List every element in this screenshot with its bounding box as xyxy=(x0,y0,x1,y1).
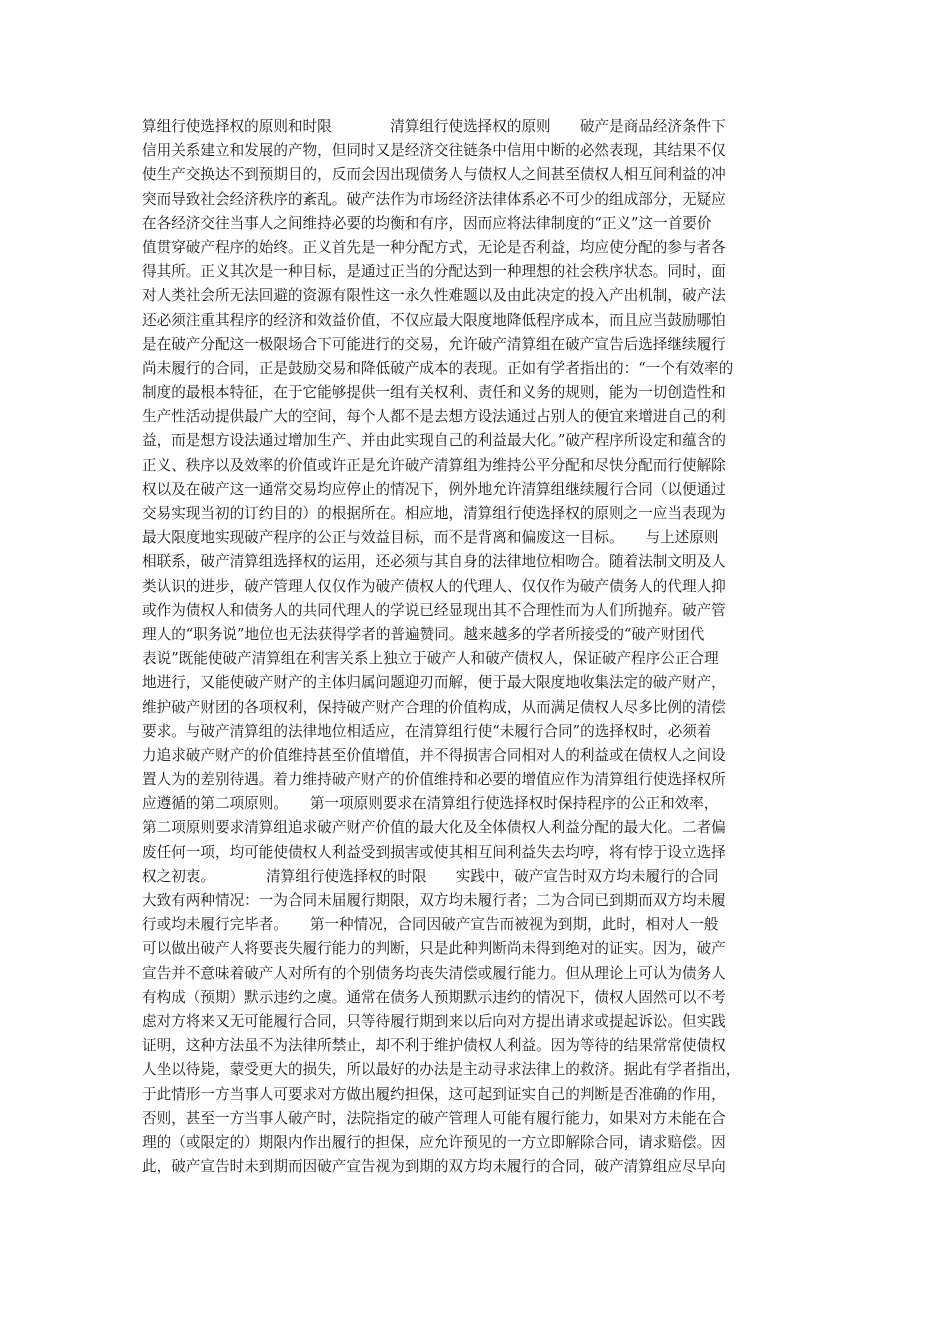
text-line: 置人为的差别待遇。着力维持破产财产的价值维持和必要的增值应作为清算组行使选择权所 xyxy=(142,771,726,789)
text-line: 行或均未履行完毕者。 第一种情况，合同因破产宣告而被视为到期，此时，相对人一般 xyxy=(142,916,719,934)
text-line: 是在破产分配这一极限场合下可能进行的交易，允许破产清算组在破产宣告后选择继续履行 xyxy=(142,335,726,353)
text-line: 使生产交换达不到预期目的，反而会因出现债务人与债权人之间甚至债权人相互间利益的冲 xyxy=(142,166,726,184)
text-line: 益，而是想方设法通过增加生产、并由此实现自己的利益最大化。”破产程序所设定和蕴含的 xyxy=(142,432,726,450)
text-line: 算组行使选择权的原则和时限 清算组行使选择权的原则 破产是商品经济条件下 xyxy=(142,118,726,135)
text-line: 类认识的进步，破产管理人仅仅作为破产债权人的代理人、仅仅作为破产债务人的代理人抑 xyxy=(142,577,726,595)
text-line: 第二项原则要求清算组追求破产财产价值的最大化及全体债权人利益分配的最大化。二者偏 xyxy=(142,819,726,837)
text-line: 在各经济交往当事人之间维持必要的均衡和有序，因而应将法律制度的“正义”这一首要价 xyxy=(142,214,712,232)
text-line: 权之初衷。 清算组行使选择权的时限 实践中，破产宣告时双方均未履行的合同 xyxy=(142,867,719,885)
text-line: 相联系，破产清算组选择权的运用，还必须与其自身的法律地位相吻合。随着法制文明及人 xyxy=(142,553,726,571)
text-line: 最大限度地实现破产程序的公正与效益目标，而不是背离和偏废这一目标。 与上述原则 xyxy=(142,529,719,547)
text-line: 交易实现当初的订约目的）的根据所在。相应地，清算组行使选择权的原则之一应当表现为 xyxy=(142,505,726,522)
text-line: 表说”既能使破产清算组在利害关系上独立于破产人和破产债权人，保证破产程序公正合理 xyxy=(142,650,719,668)
text-line: 否则，甚至一方当事人破产时，法院指定的破产管理人可能有履行能力，如果对方未能在合 xyxy=(142,1109,726,1127)
text-line: 还必须注重其程序的经济和效益价值，不仅应最大限度地降低程序成本，而且应当鼓励哪怕 xyxy=(142,311,726,329)
text-line: 地进行，又能使破产财产的主体归属问题迎刃而解，便于最大限度地收集法定的破产财产， xyxy=(142,674,726,692)
text-line: 正义、秩序以及效率的价值或许正是允许破产清算组为维持公平分配和尽快分配而行使解除 xyxy=(142,456,726,474)
text-line: 废任何一项，均可能使债权人利益受到损害或使其相互间利益失去均哼，将有悖于设立选择 xyxy=(142,843,726,861)
text-line: 权以及在破产这一通常交易均应停止的情况下，例外地允许清算组继续履行合同（以便通过 xyxy=(142,480,726,498)
text-line: 对人类社会所无法回避的资源有限性这一永久性难题以及由此决定的投入产出机制，破产法 xyxy=(142,287,726,305)
text-line: 宣告并不意味着破产人对所有的个别债务均丧失清偿或履行能力。但从理论上可认为债务人 xyxy=(142,964,726,982)
text-line: 生产性活动提供最广大的空间，每个人都不是去想方设法通过占别人的便宜来增进自己的利 xyxy=(142,408,726,426)
text-line: 突而导致社会经济秩序的紊乱。破产法作为市场经济法律体系必不可少的组成部分，无疑应 xyxy=(142,190,726,208)
text-line: 维护破产财团的各项权利，保持破产财产合理的价值构成，从而满足债权人尽多比例的清偿 xyxy=(142,698,726,716)
text-line: 理的（或限定的）期限内作出履行的担保，应允许预见的一方立即解除合同，请求赔偿。因 xyxy=(142,1133,726,1151)
text-line: 大致有两种情况：一为合同未届履行期限，双方均未履行者；二为合同已到期而双方均未履 xyxy=(142,892,726,909)
text-line: 于此情形一方当事人可要求对方做出履约担保，这可起到证实自己的判断是否准确的作用， xyxy=(142,1085,726,1103)
text-line: 力追求破产财产的价值维持甚至价值增值，并不得损害合同相对人的利益或在债权人之间设 xyxy=(142,746,726,764)
text-line: 应遵循的第二项原则。 第一项原则要求在清算组行使选择权时保持程序的公正和效率， xyxy=(142,795,719,813)
text-line: 制度的最根本特征，在于它能够提供一组有关权利、责任和义务的规则，能为一切创造性和 xyxy=(142,384,726,402)
text-line: 证明，这种方法虽不为法律所禁止，却不利于维护债权人利益。因为等待的结果常常使债权 xyxy=(142,1037,726,1055)
text-line: 虑对方将来又无可能履行合同，只等待履行期到来以后向对方提出请求或提起诉讼。但实践 xyxy=(142,1012,726,1030)
text-line: 理人的“职务说”地位也无法获得学者的普遍赞同。越来越多的学者所接受的“破产财团代 xyxy=(142,625,705,643)
text-line: 可以做出破产人将要丧失履行能力的判断，只是此种判断尚未得到绝对的证实。因为，破产 xyxy=(142,940,726,958)
text-line: 值贯穿破产程序的始终。正义首先是一种分配方式，无论是否利益，均应使分配的参与者各 xyxy=(142,238,726,256)
text-line: 得其所。正义其次是一种目标，是通过正当的分配达到一种理想的社会秩序状态。同时，面 xyxy=(142,263,726,281)
text-line: 信用关系建立和发展的产物，但同时又是经济交往链条中信用中断的必然表现，其结果不仅 xyxy=(142,142,726,160)
document-body-text xyxy=(142,115,827,1179)
text-line: 人坐以待毙，蒙受更大的损失，所以最好的办法是主动寻求法律上的救济。据此有学者指出， xyxy=(142,1061,741,1079)
text-line: 此，破产宣告时未到期而因破产宣告视为到期的双方均未履行的合同，破产清算组应尽早向 xyxy=(142,1158,726,1176)
text-line: 要求。与破产清算组的法律地位相适应，在清算组行使“未履行合同”的选择权时，必须着 xyxy=(142,722,712,740)
text-line: 尚未履行的合同，正是鼓励交易和降低破产成本的表现。正如有学者指出的：“一个有效率的 xyxy=(142,359,734,377)
text-line: 或作为债权人和债务人的共同代理人的学说已经显现出其不合理性而为人们所抛弃。破产管 xyxy=(142,601,726,619)
text-line: 有构成（预期）默示违约之虞。通常在债务人预期默示违约的情况下，债权人固然可以不考 xyxy=(142,988,726,1006)
